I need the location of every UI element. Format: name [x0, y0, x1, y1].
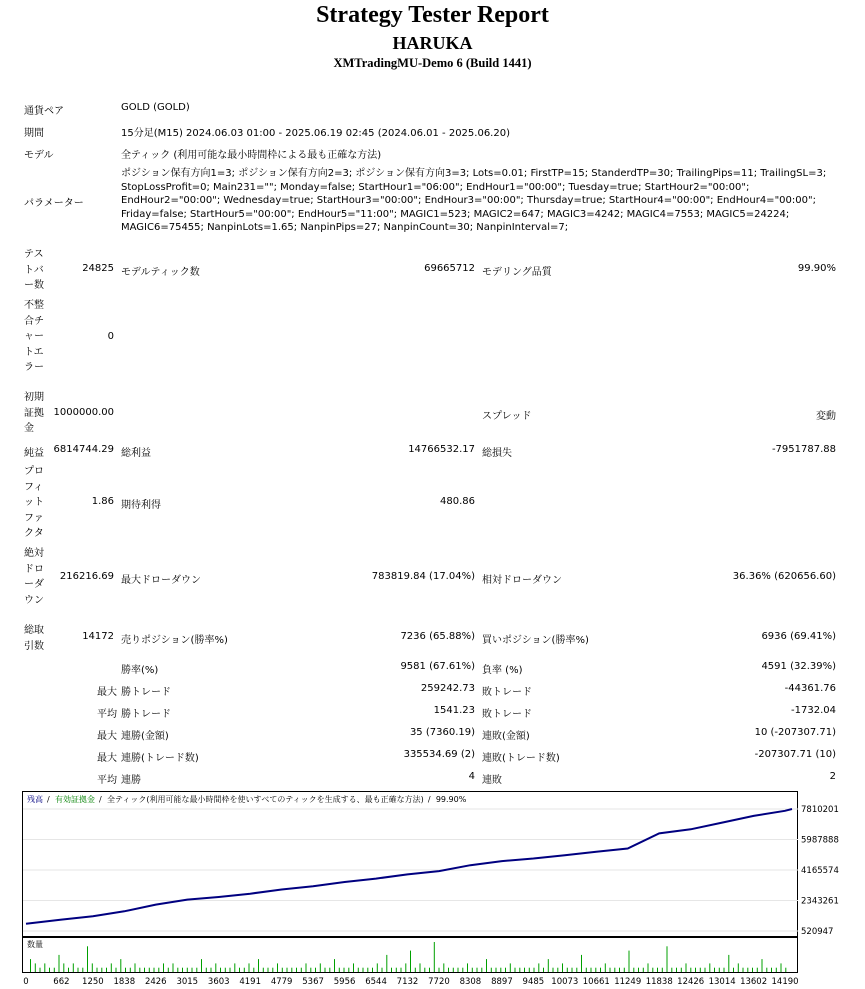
- volume-bar: [695, 968, 696, 972]
- profit-factor-label: プロフィットファクタ: [24, 466, 44, 539]
- x-tick-label: 3015: [176, 977, 199, 987]
- volume-bar: [78, 968, 79, 972]
- volume-bar: [714, 968, 715, 972]
- symbol-label: 通貨ペア: [24, 106, 64, 117]
- volume-bar: [462, 968, 463, 972]
- y-tick-label: 2343261: [801, 896, 839, 907]
- cons-win-cnt-label: 連勝(トレード数): [121, 753, 199, 764]
- x-tick-label: 6544: [365, 977, 387, 987]
- mismatch-value: 0: [107, 331, 114, 342]
- volume-bar: [396, 968, 397, 972]
- volume-bar: [125, 968, 126, 972]
- largest-win-label: 勝トレード: [121, 687, 171, 698]
- volume-bar: [310, 968, 311, 972]
- volume-bar: [633, 968, 634, 972]
- volume-bar: [496, 968, 497, 972]
- legend-separator: /: [47, 795, 50, 804]
- gross-loss-label: 総損失: [482, 448, 512, 459]
- avg-cons-win-value: 4: [468, 771, 475, 782]
- volume-bar: [776, 968, 777, 972]
- volume-bar: [572, 968, 573, 972]
- volume-bar: [182, 968, 183, 972]
- volume-bar: [567, 968, 568, 972]
- volume-bar: [491, 968, 492, 972]
- volume-bar: [325, 968, 326, 972]
- gross-profit-value: 14766532.17: [408, 444, 475, 455]
- volume-bar: [519, 968, 520, 972]
- volume-bar: [586, 968, 587, 972]
- x-tick-label: 13602: [740, 977, 768, 987]
- avg-loss-value: -1732.04: [791, 705, 836, 716]
- quality-value: 99.90%: [797, 263, 836, 274]
- volume-bar: [116, 968, 117, 972]
- volume-bar: [249, 963, 250, 972]
- volume-bar: [405, 963, 406, 972]
- volume-bar: [610, 968, 611, 972]
- report-title: Strategy Tester Report: [316, 2, 549, 28]
- volume-bar: [372, 968, 373, 972]
- volume-bar: [676, 968, 677, 972]
- volume-bar: [747, 968, 748, 972]
- mismatch-label: 不整合チャートエラー: [24, 300, 44, 373]
- largest-loss-value: -44361.76: [784, 683, 836, 694]
- volume-bar: [477, 968, 478, 972]
- avg-win-value: 1541.23: [433, 705, 475, 716]
- volume-bar: [728, 955, 729, 972]
- volume-bar: [605, 963, 606, 972]
- legend-separator: /: [427, 795, 431, 804]
- volume-bar: [429, 968, 430, 972]
- volume-bar: [239, 968, 240, 972]
- volume-bar: [752, 968, 753, 972]
- volume-bar: [40, 968, 41, 972]
- volume-bar: [82, 968, 83, 972]
- volume-bar: [49, 968, 50, 972]
- volume-bar: [215, 963, 216, 972]
- volume-bar: [382, 968, 383, 972]
- total-trades-value: 14172: [82, 631, 114, 642]
- short-positions-label: 売りポジション(勝率%): [121, 635, 228, 646]
- volume-bar: [415, 968, 416, 972]
- total-trades-label: 総取引数: [24, 625, 44, 652]
- volume-bar: [472, 968, 473, 972]
- volume-bar: [733, 968, 734, 972]
- largest-prefix: 最大: [97, 687, 117, 698]
- rel-drawdown-value: 36.36% (620656.60): [732, 571, 836, 582]
- volume-bar: [344, 968, 345, 972]
- cons-win-cnt-value: 335534.69 (2): [403, 749, 475, 760]
- volume-bar: [638, 968, 639, 972]
- volume-bar: [766, 968, 767, 972]
- volume-bar: [263, 968, 264, 972]
- volume-bar: [377, 963, 378, 972]
- largest-loss-label: 敗トレード: [482, 687, 532, 698]
- net-profit-value: 6814744.29: [53, 444, 114, 455]
- x-tick-label: 13014: [708, 977, 736, 987]
- volume-bar: [177, 968, 178, 972]
- volume-chart: [22, 937, 798, 973]
- x-tick-label: 7132: [396, 977, 419, 987]
- volume-bar: [614, 968, 615, 972]
- volume-bar: [301, 968, 302, 972]
- volume-bar: [272, 968, 273, 972]
- abs-drawdown-label: 絶対ドローダウン: [24, 548, 44, 606]
- legend-item: 有効証拠金: [55, 795, 95, 804]
- volume-bar: [667, 946, 668, 972]
- volume-bar: [230, 968, 231, 972]
- volume-bar: [410, 951, 411, 972]
- legend-separator: /: [99, 795, 102, 804]
- long-positions-label: 買いポジション(勝率%): [482, 635, 589, 646]
- volume-bar: [600, 968, 601, 972]
- volume-bar: [363, 968, 364, 972]
- period-value: 15分足(M15) 2024.06.03 01:00 - 2025.06.19 02:45 (2024.06.01 - 2025.06.20): [121, 128, 510, 139]
- max-drawdown-label: 最大ドローダウン: [121, 575, 201, 586]
- volume-bar: [163, 963, 164, 972]
- y-tick-label: 5987888: [801, 835, 839, 846]
- cons-loss-amt-value: 10 (-207307.71): [754, 727, 836, 738]
- volume-bar: [538, 963, 539, 972]
- volume-bar: [562, 963, 563, 972]
- x-tick-label: 1838: [113, 977, 136, 987]
- y-tick-label: 520947: [801, 927, 834, 937]
- gross-profit-label: 総利益: [121, 448, 151, 459]
- cons-loss-amt-label: 連敗(金額): [482, 731, 530, 742]
- volume-bar: [135, 963, 136, 972]
- deposit-value: 1000000.00: [53, 407, 114, 418]
- win-rate-label: 勝率(%): [121, 665, 159, 676]
- volume-bar: [420, 963, 421, 972]
- volume-bar: [619, 968, 620, 972]
- volume-bar: [211, 968, 212, 972]
- volume-bar: [130, 968, 131, 972]
- chart-frame: [23, 792, 798, 937]
- volume-bar: [705, 968, 706, 972]
- volume-label: 数量: [27, 940, 43, 949]
- volume-bar: [63, 963, 64, 972]
- max-cons-cnt-prefix: 最大: [97, 753, 117, 764]
- model-label: モデル: [24, 150, 54, 161]
- params-label: パラメーター: [24, 198, 84, 209]
- volume-bar: [458, 968, 459, 972]
- volume-bar: [481, 968, 482, 972]
- x-tick-label: 4191: [239, 977, 262, 987]
- x-tick-label: 12426: [677, 977, 705, 987]
- volume-bar: [738, 963, 739, 972]
- cons-win-amt-value: 35 (7360.19): [409, 727, 475, 738]
- max-cons-amt-prefix: 最大: [97, 731, 117, 742]
- avg-loss-label: 敗トレード: [482, 709, 532, 720]
- symbol-value: GOLD (GOLD): [121, 102, 190, 113]
- volume-bar: [168, 968, 169, 972]
- x-tick-label: 2426: [144, 977, 167, 987]
- x-tick-label: 5367: [302, 977, 324, 987]
- x-tick-label: 10661: [582, 977, 610, 987]
- volume-bar: [652, 968, 653, 972]
- volume-bar: [648, 963, 649, 972]
- volume-bar: [35, 963, 36, 972]
- largest-win-value: 259242.73: [420, 683, 475, 694]
- x-tick-label: 14190: [771, 977, 799, 987]
- bars-value: 24825: [82, 263, 114, 274]
- expected-payoff-label: 期待利得: [121, 500, 161, 511]
- legend-item: 99.90%: [435, 795, 467, 804]
- volume-bar: [196, 968, 197, 972]
- volume-bar: [87, 946, 88, 972]
- volume-bar: [258, 959, 259, 972]
- volume-bar: [662, 968, 663, 972]
- ticks-value: 69665712: [424, 263, 475, 274]
- volume-bar: [524, 968, 525, 972]
- volume-bar: [443, 963, 444, 972]
- loss-rate-value: 4591 (32.39%): [761, 661, 836, 672]
- volume-bar: [643, 968, 644, 972]
- volume-bar: [576, 968, 577, 972]
- expected-payoff-value: 480.86: [440, 496, 475, 507]
- net-profit-label: 純益: [24, 448, 44, 459]
- volume-bar: [686, 963, 687, 972]
- volume-bar: [401, 968, 402, 972]
- gross-loss-value: -7951787.88: [771, 444, 836, 455]
- y-tick-label: 7810201: [801, 805, 839, 815]
- volume-bar: [59, 955, 60, 972]
- volume-bar: [453, 968, 454, 972]
- volume-bar: [220, 968, 221, 972]
- volume-bar: [367, 968, 368, 972]
- volume-bar: [339, 968, 340, 972]
- volume-bar: [111, 963, 112, 972]
- volume-bar: [320, 963, 321, 972]
- legend-item: 残高: [27, 795, 43, 804]
- volume-bar: [334, 959, 335, 972]
- x-tick-label: 8308: [459, 977, 482, 987]
- volume-bar: [448, 968, 449, 972]
- avg-cons-win-label: 連勝: [121, 775, 141, 786]
- volume-bar: [192, 968, 193, 972]
- volume-bar: [201, 959, 202, 972]
- volume-bar: [149, 968, 150, 972]
- abs-drawdown-value: 216216.69: [59, 571, 114, 582]
- short-positions-value: 7236 (65.88%): [400, 631, 475, 642]
- profit-factor-value: 1.86: [91, 496, 114, 507]
- volume-bar: [785, 968, 786, 972]
- volume-bar: [700, 968, 701, 972]
- volume-bar: [282, 968, 283, 972]
- volume-bar: [529, 968, 530, 972]
- volume-bar: [101, 968, 102, 972]
- params-value: ポジション保有方向1=3; ポジション保有方向2=3; ポジション保有方向3=3; Lots=0.01; FirstTP=15; StanderdTP=30; TrailingPips=11; TrailingSL=3; StopLossProfit=0; Main231=""; Monday=false; StartHour1="06:00"; EndHour1="00:00"; Tuesday=true; StartHour2="00:00"; EndHour2="00:00"; Wednesday=true; StartHour3="00:00"; EndHour3="00:00"; Thursday=true; StartHour4="00:00"; EndHour4="00:00"; Friday=false; StartHour5="00:00"; EndHour5="11:00"; MAGIC1=523; MAGIC2=647; MAGIC3=4242; MAGIC4=7553; MAGIC5=24224; MAGIC6=75455; NanpinLots=1.65; NanpinPips=27; NanpinCount=30; NanpinInterval=7;: [121, 168, 827, 233]
- x-tick-label: 11249: [614, 977, 642, 987]
- volume-bar: [253, 968, 254, 972]
- spread-label: スプレッド: [482, 411, 532, 422]
- volume-bar: [348, 968, 349, 972]
- volume-bar: [581, 955, 582, 972]
- x-tick-label: 3603: [207, 977, 230, 987]
- volume-bar: [543, 968, 544, 972]
- volume-bar: [424, 968, 425, 972]
- x-tick-label: 7720: [428, 977, 450, 987]
- volume-bar: [287, 968, 288, 972]
- quality-label: モデリング品質: [482, 267, 552, 278]
- volume-bar: [244, 968, 245, 972]
- volume-bar: [467, 963, 468, 972]
- volume-bar: [68, 968, 69, 972]
- volume-bar: [154, 968, 155, 972]
- x-tick-label: 11838: [645, 977, 673, 987]
- volume-bar: [158, 968, 159, 972]
- volume-bar: [439, 968, 440, 972]
- volume-bar: [500, 968, 501, 972]
- x-axis: [22, 973, 812, 989]
- volume-bar: [306, 963, 307, 972]
- volume-bar: [315, 968, 316, 972]
- volume-bar: [709, 963, 710, 972]
- avg-cons-loss-label: 連敗: [482, 775, 502, 786]
- long-positions-value: 6936 (69.41%): [761, 631, 836, 642]
- volume-bar: [234, 963, 235, 972]
- volume-bar: [553, 968, 554, 972]
- volume-bar: [719, 968, 720, 972]
- volume-bar: [92, 963, 93, 972]
- volume-bar: [73, 963, 74, 972]
- volume-bar: [358, 968, 359, 972]
- volume-bar: [771, 968, 772, 972]
- volume-bar: [120, 959, 121, 972]
- volume-bar: [30, 959, 31, 972]
- rel-drawdown-label: 相対ドローダウン: [482, 575, 562, 586]
- y-tick-label: 4165574: [801, 866, 839, 876]
- volume-bar: [434, 942, 435, 972]
- volume-bar: [144, 968, 145, 972]
- cons-win-amt-label: 連勝(金額): [121, 731, 169, 742]
- volume-bar: [353, 963, 354, 972]
- volume-bar: [486, 959, 487, 972]
- volume-bar: [291, 968, 292, 972]
- x-tick-label: 4779: [270, 977, 293, 987]
- ticks-label: モデルティック数: [121, 267, 200, 278]
- volume-bar: [515, 968, 516, 972]
- volume-bar: [139, 968, 140, 972]
- spread-value: 変動: [816, 411, 836, 422]
- volume-bar: [629, 951, 630, 972]
- volume-bar: [671, 968, 672, 972]
- balance-chart: [22, 791, 839, 937]
- volume-bar: [624, 968, 625, 972]
- avg-win-label: 勝トレード: [121, 709, 171, 720]
- volume-bar: [595, 968, 596, 972]
- volume-bar: [762, 959, 763, 972]
- volume-bar: [329, 968, 330, 972]
- max-drawdown-value: 783819.84 (17.04%): [371, 571, 475, 582]
- x-tick-label: 1250: [82, 977, 104, 987]
- ea-name: HARUKA: [392, 33, 473, 53]
- volume-bar: [106, 968, 107, 972]
- x-tick-label: 10073: [551, 977, 579, 987]
- x-tick-label: 0: [23, 977, 29, 987]
- x-tick-label: 8897: [491, 977, 513, 987]
- volume-bar: [681, 968, 682, 972]
- volume-bar: [268, 968, 269, 972]
- volume-bar: [781, 963, 782, 972]
- loss-rate-label: 負率 (%): [482, 665, 523, 676]
- volume-bar: [225, 968, 226, 972]
- volume-bar: [657, 968, 658, 972]
- volume-bar: [510, 963, 511, 972]
- win-rate-value: 9581 (67.61%): [400, 661, 475, 672]
- avg-cons-loss-value: 2: [829, 771, 836, 782]
- avg-cons-prefix: 平均: [97, 775, 117, 786]
- volume-bar: [296, 968, 297, 972]
- volume-bar: [757, 968, 758, 972]
- x-tick-label: 662: [53, 977, 70, 987]
- x-tick-label: 9485: [522, 977, 545, 987]
- volume-bar: [54, 968, 55, 972]
- volume-bar: [97, 968, 98, 972]
- bars-label: テストバー数: [24, 249, 44, 291]
- volume-bar: [206, 968, 207, 972]
- volume-bar: [505, 968, 506, 972]
- volume-bar: [591, 968, 592, 972]
- volume-bar: [690, 968, 691, 972]
- volume-bar: [187, 968, 188, 972]
- account-name: XMTradingMU-Demo 6 (Build 1441): [333, 56, 532, 70]
- volume-bar: [386, 955, 387, 972]
- cons-loss-cnt-label: 連敗(トレード数): [482, 753, 560, 764]
- volume-bar: [743, 968, 744, 972]
- volume-bar: [534, 968, 535, 972]
- legend-item: 全ティック(利用可能な最小時間枠を使いすべてのティックを生成する、最も正確な方法): [107, 795, 424, 804]
- cons-loss-cnt-value: -207307.71 (10): [754, 749, 836, 760]
- volume-bar: [724, 968, 725, 972]
- volume-bar: [44, 963, 45, 972]
- period-label: 期間: [24, 128, 44, 139]
- deposit-label: 初期証拠金: [24, 392, 44, 434]
- volume-bar: [548, 959, 549, 972]
- volume-bar: [277, 963, 278, 972]
- model-value: 全ティック (利用可能な最小時間枠による最も正確な方法): [121, 150, 382, 161]
- x-tick-label: 5956: [333, 977, 356, 987]
- volume-bar: [557, 968, 558, 972]
- volume-bar: [391, 968, 392, 972]
- volume-bar: [173, 963, 174, 972]
- average-prefix: 平均: [97, 709, 117, 720]
